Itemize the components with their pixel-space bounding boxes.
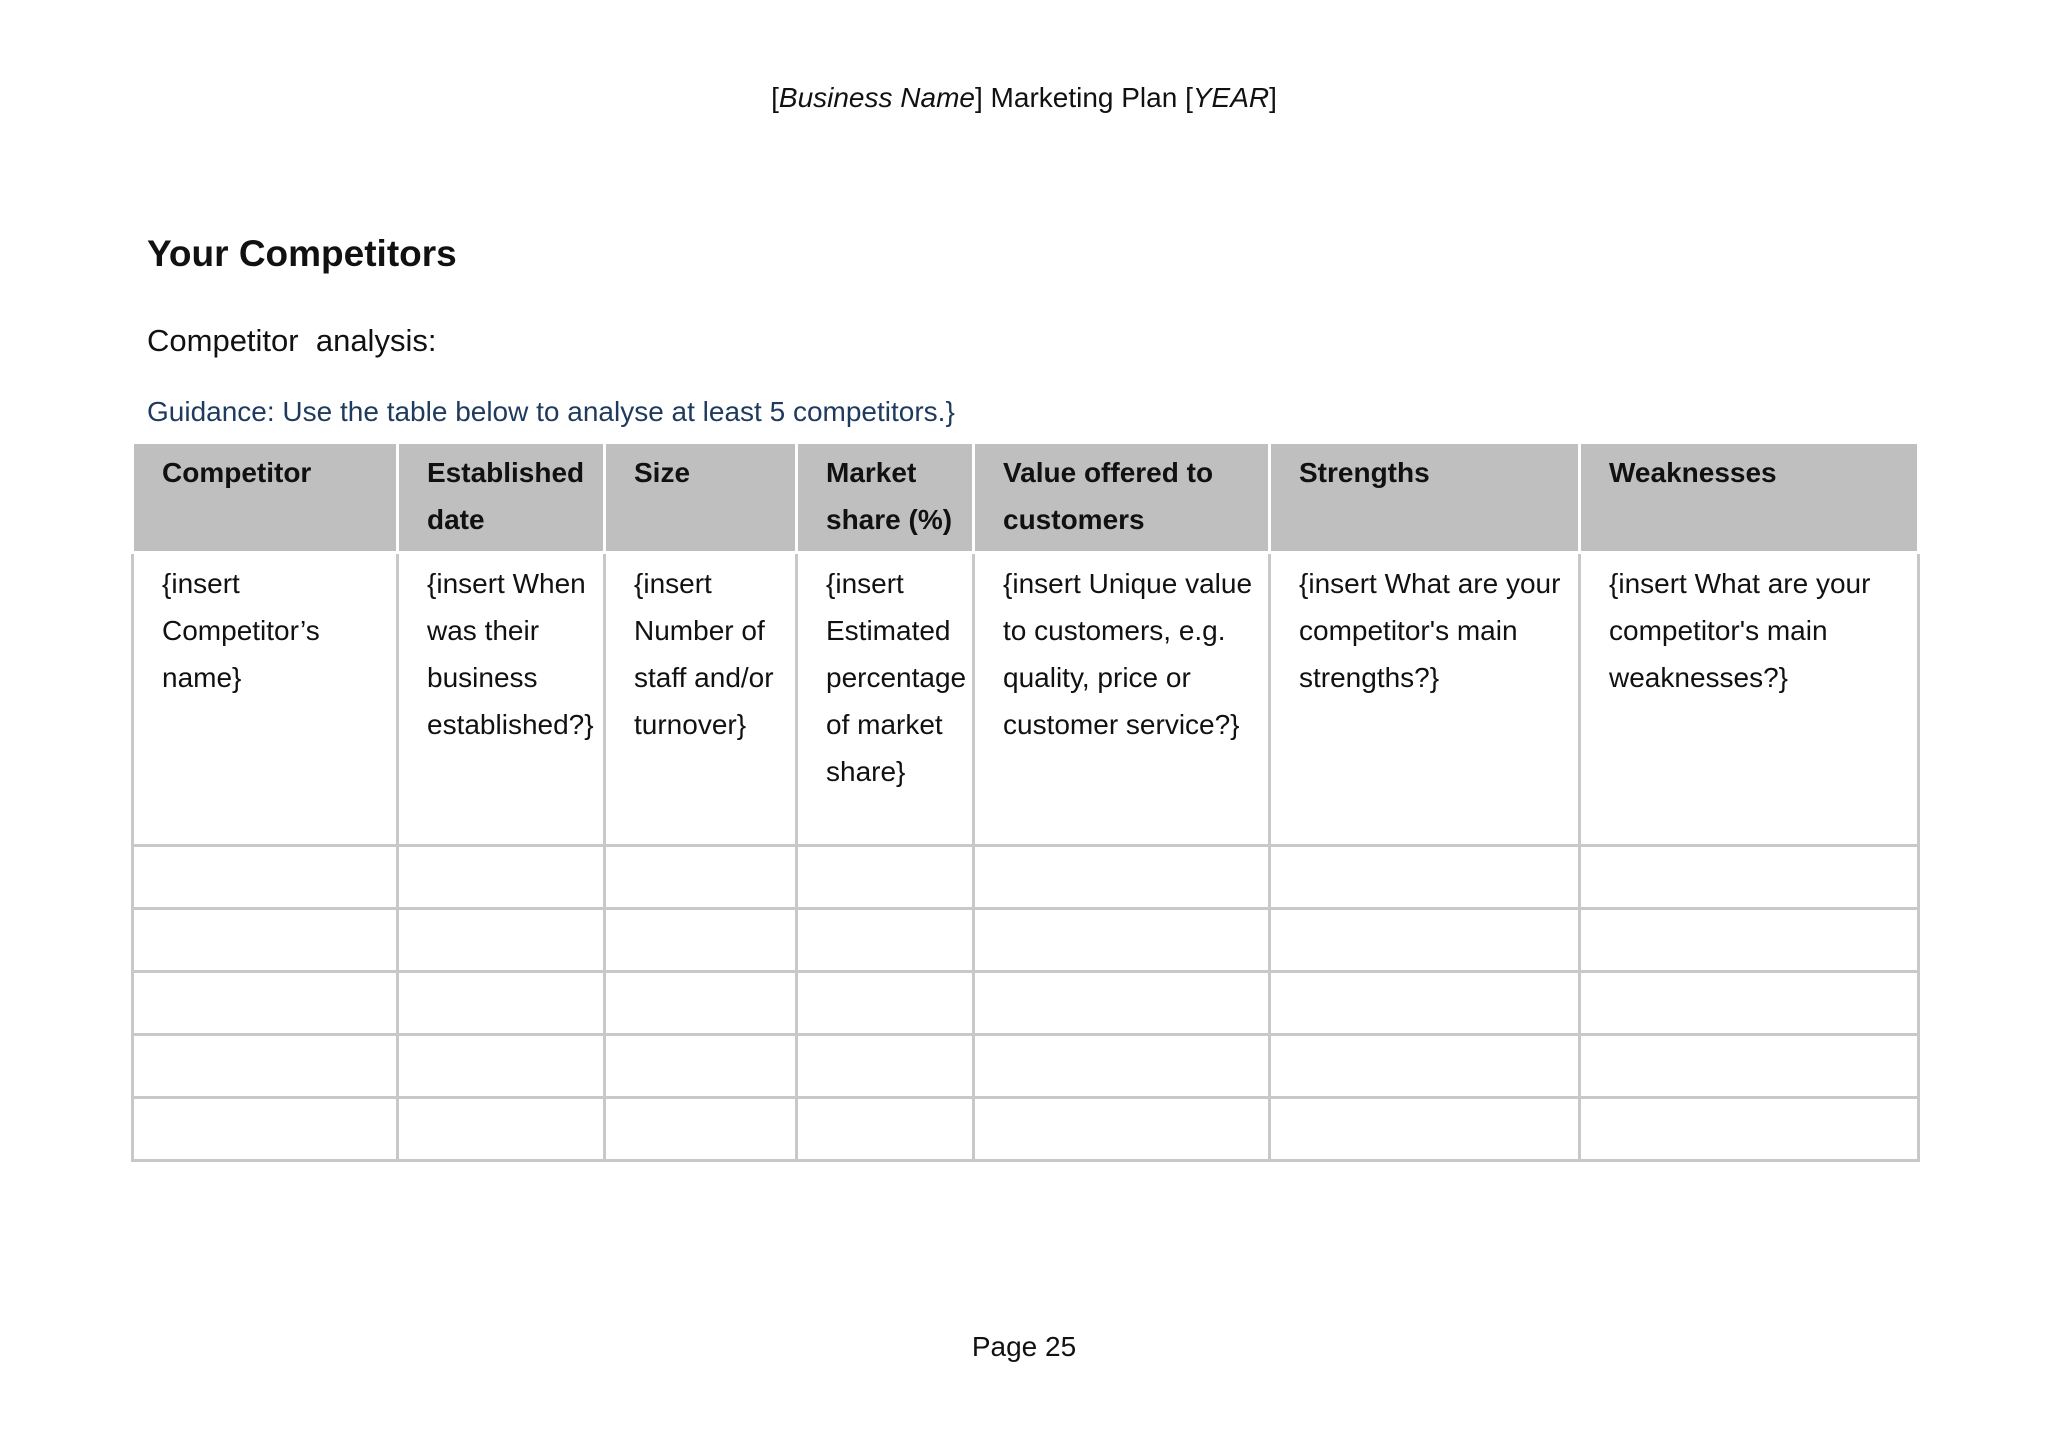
table-cell[interactable] xyxy=(605,1098,797,1161)
cell-weaknesses[interactable]: {insert What are your competitor's main weaknesses?} xyxy=(1580,553,1919,846)
table-cell[interactable] xyxy=(605,972,797,1035)
page-number: Page 25 xyxy=(971,1331,1077,1362)
table-cell[interactable] xyxy=(398,846,605,909)
table-cell[interactable] xyxy=(974,972,1270,1035)
table-cell[interactable] xyxy=(797,909,974,972)
cell-established-date[interactable]: {insert When was their business established?} xyxy=(398,553,605,846)
section-title: Your Competitors xyxy=(147,233,457,274)
table-cell[interactable] xyxy=(605,1035,797,1098)
table-cell[interactable] xyxy=(797,1098,974,1161)
header-middle-text: ] Marketing Plan [ xyxy=(974,82,1193,113)
table-cell[interactable] xyxy=(974,1098,1270,1161)
cell-size[interactable]: {insert Number of staff and/or turnover} xyxy=(605,553,797,846)
table-cell[interactable] xyxy=(1270,909,1580,972)
competitor-analysis-table xyxy=(131,441,1920,1162)
table-cell[interactable] xyxy=(133,972,398,1035)
table-cell[interactable] xyxy=(605,909,797,972)
table-row xyxy=(133,972,1919,1035)
table-cell[interactable] xyxy=(974,846,1270,909)
table-row xyxy=(133,1035,1919,1098)
table-cell[interactable] xyxy=(974,1035,1270,1098)
table-cell[interactable] xyxy=(1270,1035,1580,1098)
table-cell[interactable] xyxy=(398,1035,605,1098)
table-row xyxy=(133,1098,1919,1161)
column-header-size: Size xyxy=(605,443,797,553)
table-cell[interactable] xyxy=(1270,846,1580,909)
table-row xyxy=(133,553,1919,846)
header-close-bracket: ] xyxy=(1269,82,1277,113)
table-cell[interactable] xyxy=(398,909,605,972)
cell-market-share[interactable]: {insert Estimated percentage of market share} xyxy=(797,553,974,846)
table-cell[interactable] xyxy=(1580,846,1919,909)
table-cell[interactable] xyxy=(1270,972,1580,1035)
table-cell[interactable] xyxy=(1580,1035,1919,1098)
table-cell[interactable] xyxy=(605,846,797,909)
table-header-row xyxy=(133,443,1919,553)
table-cell[interactable] xyxy=(1580,909,1919,972)
cell-value-offered[interactable]: {insert Unique value to customers, e.g. quality, price or customer service?} xyxy=(974,553,1270,846)
table-cell[interactable] xyxy=(133,1035,398,1098)
table-cell[interactable] xyxy=(398,972,605,1035)
guidance-text: Guidance: Use the table below to analyse at least 5 competitors.} xyxy=(147,396,955,427)
competitor-analysis-label: Competitor analysis: xyxy=(147,323,437,358)
column-header-market-share: Market share (%) xyxy=(797,443,974,553)
document-header xyxy=(0,80,2048,116)
table-cell[interactable] xyxy=(398,1098,605,1161)
column-header-value-offered: Value offered to customers xyxy=(974,443,1270,553)
table-cell[interactable] xyxy=(1270,1098,1580,1161)
table-cell[interactable] xyxy=(133,909,398,972)
table-cell[interactable] xyxy=(133,846,398,909)
column-header-strengths: Strengths xyxy=(1270,443,1580,553)
table-cell[interactable] xyxy=(974,909,1270,972)
cell-strengths[interactable]: {insert What are your competitor's main strengths?} xyxy=(1270,553,1580,846)
column-header-weaknesses: Weaknesses xyxy=(1580,443,1919,553)
column-header-established-date: Established date xyxy=(398,443,605,553)
table-cell[interactable] xyxy=(1580,1098,1919,1161)
header-year: YEAR xyxy=(1192,82,1270,113)
column-header-competitor: Competitor xyxy=(133,443,398,553)
header-open-bracket: [ xyxy=(771,82,779,113)
cell-competitor-name[interactable]: {insert Competitor’s name} xyxy=(133,553,398,846)
table-row xyxy=(133,909,1919,972)
table-row xyxy=(133,846,1919,909)
table-cell[interactable] xyxy=(133,1098,398,1161)
header-business-name: Business Name xyxy=(778,82,975,113)
table-cell[interactable] xyxy=(1580,972,1919,1035)
table-cell[interactable] xyxy=(797,972,974,1035)
table-cell[interactable] xyxy=(797,1035,974,1098)
table-cell[interactable] xyxy=(797,846,974,909)
